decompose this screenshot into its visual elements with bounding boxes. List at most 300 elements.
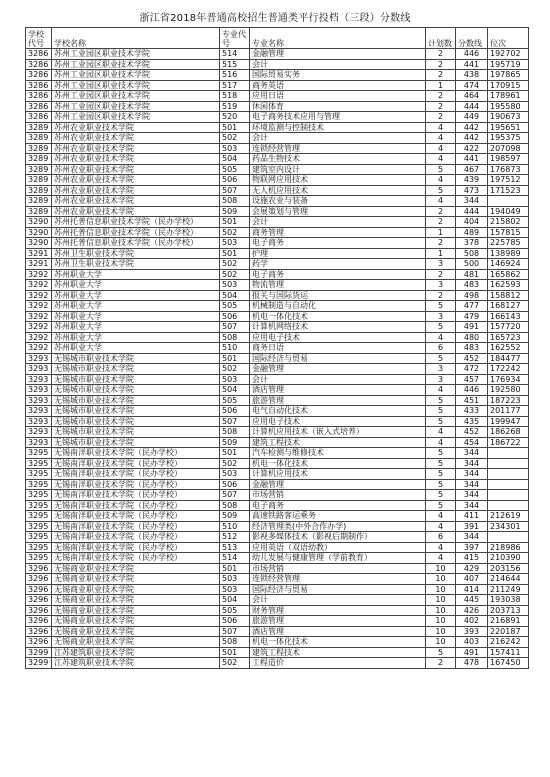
cell-plan: 5 <box>426 406 456 417</box>
cell-score: 442 <box>456 133 488 144</box>
cell-major-name: 机电一体化技术 <box>250 311 426 322</box>
table-row <box>26 101 529 112</box>
cell-rank: 199947 <box>488 416 529 427</box>
table-row <box>26 269 529 280</box>
table-row <box>26 290 529 301</box>
cell-score: 407 <box>456 574 488 585</box>
cell-major-name: 幼儿发展与健康管理（学前教育） <box>250 553 426 564</box>
cell-plan: 5 <box>426 458 456 469</box>
cell-major-code: 502 <box>220 364 250 375</box>
cell-score: 508 <box>456 248 488 259</box>
cell-school-code: 3295 <box>26 521 52 532</box>
cell-plan: 5 <box>426 469 456 480</box>
cell-major-name: 建筑工程技术 <box>250 647 426 658</box>
cell-plan: 5 <box>426 395 456 406</box>
cell-major-name: 工程造价 <box>250 658 426 669</box>
header-rank: 位次 <box>488 28 529 49</box>
cell-score: 441 <box>456 59 488 70</box>
cell-rank: 193038 <box>488 595 529 606</box>
table-row <box>26 637 529 648</box>
cell-score: 445 <box>456 595 488 606</box>
cell-major-name: 市场营销 <box>250 563 426 574</box>
cell-school-name: 苏州工业园区职业技术学院 <box>52 80 220 91</box>
cell-school-code: 3295 <box>26 490 52 501</box>
cell-major-code: 507 <box>220 322 250 333</box>
cell-major-code: 510 <box>220 521 250 532</box>
header-school-code: 学校代号 <box>26 28 52 49</box>
cell-rank: 146924 <box>488 259 529 270</box>
table-row <box>26 164 529 175</box>
cell-score: 452 <box>456 427 488 438</box>
cell-school-code: 3286 <box>26 101 52 112</box>
cell-school-name: 无锡南洋职业技术学院（民办学校） <box>52 448 220 459</box>
cell-school-name: 无锡城市职业技术学院 <box>52 395 220 406</box>
table-row <box>26 385 529 396</box>
cell-rank: 201177 <box>488 406 529 417</box>
cell-school-name: 无锡城市职业技术学院 <box>52 364 220 375</box>
cell-major-code: 503 <box>220 374 250 385</box>
table-row <box>26 532 529 543</box>
cell-school-name: 苏州托普信息职业技术学院（民办学校） <box>52 238 220 249</box>
cell-score: 433 <box>456 406 488 417</box>
cell-rank <box>488 458 529 469</box>
cell-major-code: 505 <box>220 301 250 312</box>
cell-major-code: 506 <box>220 175 250 186</box>
cell-school-code: 3296 <box>26 616 52 627</box>
cell-plan: 2 <box>426 70 456 81</box>
cell-major-code: 514 <box>220 49 250 60</box>
cell-plan: 4 <box>426 427 456 438</box>
table-row <box>26 332 529 343</box>
table-header-row <box>26 28 529 49</box>
cell-school-name: 苏州托普信息职业技术学院（民办学校） <box>52 227 220 238</box>
cell-score: 393 <box>456 626 488 637</box>
cell-plan: 5 <box>426 322 456 333</box>
table-row <box>26 311 529 322</box>
cell-school-name: 苏州工业园区职业技术学院 <box>52 101 220 112</box>
header-school-name: 学校名称 <box>52 28 220 49</box>
cell-major-name: 会计 <box>250 133 426 144</box>
table-row <box>26 416 529 427</box>
cell-school-name: 无锡城市职业技术学院 <box>52 353 220 364</box>
table-row <box>26 248 529 259</box>
cell-major-code: 508 <box>220 332 250 343</box>
cell-major-name: 计算机网络技术 <box>250 322 426 333</box>
cell-rank: 187223 <box>488 395 529 406</box>
table-row <box>26 175 529 186</box>
cell-major-name: 酒店管理 <box>250 626 426 637</box>
cell-plan: 2 <box>426 217 456 228</box>
cell-score: 479 <box>456 311 488 322</box>
cell-school-name: 苏州工业园区职业技术学院 <box>52 70 220 81</box>
cell-plan: 4 <box>426 553 456 564</box>
cell-plan: 5 <box>426 448 456 459</box>
cell-school-name: 无锡南洋职业技术学院（民办学校） <box>52 458 220 469</box>
cell-school-code: 3299 <box>26 658 52 669</box>
cell-score: 491 <box>456 647 488 658</box>
cell-major-name: 电子商务 <box>250 269 426 280</box>
cell-rank <box>488 448 529 459</box>
cell-school-name: 无锡南洋职业技术学院（民办学校） <box>52 490 220 501</box>
cell-major-code: 503 <box>220 469 250 480</box>
cell-school-code: 3292 <box>26 343 52 354</box>
cell-major-code: 501 <box>220 353 250 364</box>
cell-major-code: 508 <box>220 196 250 207</box>
table-row <box>26 595 529 606</box>
table-row <box>26 563 529 574</box>
table-row <box>26 70 529 81</box>
table-row <box>26 406 529 417</box>
cell-score: 438 <box>456 70 488 81</box>
cell-major-name: 应用电子技术 <box>250 416 426 427</box>
cell-plan: 4 <box>426 175 456 186</box>
table-row <box>26 542 529 553</box>
cell-score: 480 <box>456 332 488 343</box>
score-table <box>25 27 529 669</box>
cell-rank: 170915 <box>488 80 529 91</box>
cell-score: 449 <box>456 112 488 123</box>
cell-school-name: 苏州卫生职业技术学院 <box>52 248 220 259</box>
cell-plan: 10 <box>426 637 456 648</box>
cell-major-name: 应用电子技术 <box>250 332 426 343</box>
cell-plan: 5 <box>426 353 456 364</box>
cell-plan: 10 <box>426 626 456 637</box>
cell-score: 474 <box>456 80 488 91</box>
cell-school-name: 无锡南洋职业技术学院（民办学校） <box>52 511 220 522</box>
cell-school-name: 无锡商业职业技术学院 <box>52 584 220 595</box>
table-row <box>26 322 529 333</box>
cell-school-code: 3292 <box>26 290 52 301</box>
table-row <box>26 584 529 595</box>
cell-score: 481 <box>456 269 488 280</box>
cell-rank: 210390 <box>488 553 529 564</box>
cell-school-name: 无锡南洋职业技术学院（民办学校） <box>52 521 220 532</box>
cell-major-code: 502 <box>220 658 250 669</box>
cell-school-name: 无锡商业职业技术学院 <box>52 626 220 637</box>
cell-major-code: 506 <box>220 479 250 490</box>
cell-score: 467 <box>456 164 488 175</box>
cell-school-name: 苏州工业园区职业技术学院 <box>52 112 220 123</box>
table-row <box>26 364 529 375</box>
cell-school-code: 3296 <box>26 626 52 637</box>
cell-school-code: 3295 <box>26 469 52 480</box>
cell-major-code: 501 <box>220 448 250 459</box>
cell-major-name: 报关与国际货运 <box>250 290 426 301</box>
cell-score: 483 <box>456 280 488 291</box>
cell-school-name: 无锡城市职业技术学院 <box>52 385 220 396</box>
cell-major-code: 518 <box>220 91 250 102</box>
cell-major-code: 502 <box>220 227 250 238</box>
cell-rank: 186268 <box>488 427 529 438</box>
cell-major-code: 507 <box>220 490 250 501</box>
cell-rank: 184477 <box>488 353 529 364</box>
table-row <box>26 437 529 448</box>
cell-school-code: 3289 <box>26 206 52 217</box>
cell-school-code: 3289 <box>26 154 52 165</box>
cell-rank: 195651 <box>488 122 529 133</box>
cell-score: 444 <box>456 206 488 217</box>
cell-major-code: 509 <box>220 511 250 522</box>
cell-school-code: 3295 <box>26 532 52 543</box>
cell-school-code: 3289 <box>26 175 52 186</box>
cell-rank: 138989 <box>488 248 529 259</box>
cell-plan: 5 <box>426 416 456 427</box>
cell-rank: 216242 <box>488 637 529 648</box>
cell-school-code: 3293 <box>26 385 52 396</box>
cell-school-name: 无锡城市职业技术学院 <box>52 374 220 385</box>
cell-plan: 4 <box>426 511 456 522</box>
cell-major-name: 汽车检测与维修技术 <box>250 448 426 459</box>
cell-school-name: 苏州职业大学 <box>52 290 220 301</box>
table-row <box>26 343 529 354</box>
cell-school-name: 无锡城市职业技术学院 <box>52 406 220 417</box>
cell-rank: 190673 <box>488 112 529 123</box>
cell-major-name: 应用英语（双语幼教） <box>250 542 426 553</box>
cell-plan: 4 <box>426 521 456 532</box>
table-row <box>26 49 529 60</box>
cell-school-name: 苏州职业大学 <box>52 322 220 333</box>
cell-school-name: 苏州职业大学 <box>52 332 220 343</box>
cell-plan: 2 <box>426 658 456 669</box>
cell-school-name: 无锡南洋职业技术学院（民办学校） <box>52 479 220 490</box>
cell-plan: 2 <box>426 269 456 280</box>
cell-plan: 10 <box>426 605 456 616</box>
cell-major-code: 507 <box>220 626 250 637</box>
cell-major-code: 505 <box>220 395 250 406</box>
table-row <box>26 59 529 70</box>
cell-plan: 5 <box>426 479 456 490</box>
table-row <box>26 122 529 133</box>
cell-major-name: 旅游管理 <box>250 616 426 627</box>
cell-school-name: 江苏建筑职业技术学院 <box>52 647 220 658</box>
cell-major-name: 商务日语 <box>250 343 426 354</box>
table-row <box>26 112 529 123</box>
cell-rank: 157815 <box>488 227 529 238</box>
cell-rank: 178961 <box>488 91 529 102</box>
cell-major-code: 506 <box>220 311 250 322</box>
cell-rank: 207098 <box>488 143 529 154</box>
table-row <box>26 521 529 532</box>
cell-school-code: 3296 <box>26 563 52 574</box>
cell-major-code: 508 <box>220 500 250 511</box>
cell-rank: 158812 <box>488 290 529 301</box>
table-row <box>26 217 529 228</box>
table-row <box>26 238 529 249</box>
cell-score: 439 <box>456 175 488 186</box>
cell-major-code: 503 <box>220 280 250 291</box>
cell-score: 444 <box>456 101 488 112</box>
cell-school-name: 苏州农业职业技术学院 <box>52 122 220 133</box>
cell-rank: 197865 <box>488 70 529 81</box>
cell-rank: 168127 <box>488 301 529 312</box>
cell-major-name: 连锁经营管理 <box>250 143 426 154</box>
cell-major-code: 502 <box>220 259 250 270</box>
table-row <box>26 154 529 165</box>
table-row <box>26 605 529 616</box>
cell-plan: 2 <box>426 59 456 70</box>
cell-rank: 212619 <box>488 511 529 522</box>
cell-rank: 172242 <box>488 364 529 375</box>
cell-school-name: 无锡城市职业技术学院 <box>52 427 220 438</box>
cell-major-code: 505 <box>220 164 250 175</box>
cell-major-name: 酒店管理 <box>250 385 426 396</box>
cell-rank: 215802 <box>488 217 529 228</box>
cell-school-name: 苏州工业园区职业技术学院 <box>52 91 220 102</box>
cell-major-name: 电子商务 <box>250 500 426 511</box>
cell-score: 415 <box>456 553 488 564</box>
cell-major-name: 计算机应用技术（嵌入式培养） <box>250 427 426 438</box>
cell-major-code: 506 <box>220 406 250 417</box>
table-row <box>26 395 529 406</box>
cell-plan: 5 <box>426 185 456 196</box>
cell-major-name: 会计 <box>250 595 426 606</box>
cell-plan: 4 <box>426 196 456 207</box>
table-row <box>26 553 529 564</box>
cell-major-code: 512 <box>220 532 250 543</box>
cell-major-name: 药学 <box>250 259 426 270</box>
table-row <box>26 80 529 91</box>
cell-score: 472 <box>456 364 488 375</box>
cell-major-name: 商务英语 <box>250 80 426 91</box>
cell-major-code: 501 <box>220 248 250 259</box>
cell-plan: 3 <box>426 259 456 270</box>
cell-plan: 2 <box>426 101 456 112</box>
cell-rank: 157411 <box>488 647 529 658</box>
cell-rank: 162593 <box>488 280 529 291</box>
cell-school-code: 3295 <box>26 553 52 564</box>
cell-school-name: 苏州职业大学 <box>52 343 220 354</box>
cell-major-code: 502 <box>220 269 250 280</box>
cell-major-code: 503 <box>220 143 250 154</box>
cell-school-name: 江苏建筑职业技术学院 <box>52 658 220 669</box>
cell-plan: 6 <box>426 532 456 543</box>
cell-rank: 165723 <box>488 332 529 343</box>
cell-school-name: 无锡南洋职业技术学院（民办学校） <box>52 500 220 511</box>
cell-plan: 2 <box>426 206 456 217</box>
cell-major-code: 502 <box>220 133 250 144</box>
cell-score: 451 <box>456 395 488 406</box>
table-row <box>26 658 529 669</box>
table-row <box>26 227 529 238</box>
cell-school-name: 苏州卫生职业技术学院 <box>52 259 220 270</box>
cell-score: 411 <box>456 511 488 522</box>
cell-score: 397 <box>456 542 488 553</box>
cell-major-code: 506 <box>220 616 250 627</box>
cell-score: 403 <box>456 637 488 648</box>
cell-major-code: 504 <box>220 595 250 606</box>
cell-major-code: 504 <box>220 290 250 301</box>
cell-plan: 4 <box>426 122 456 133</box>
table-row <box>26 500 529 511</box>
table-row <box>26 301 529 312</box>
cell-plan: 10 <box>426 595 456 606</box>
cell-rank: 176934 <box>488 374 529 385</box>
cell-score: 477 <box>456 301 488 312</box>
cell-school-code: 3289 <box>26 133 52 144</box>
cell-major-code: 504 <box>220 154 250 165</box>
cell-rank: 165862 <box>488 269 529 280</box>
cell-school-code: 3286 <box>26 80 52 91</box>
cell-school-name: 无锡南洋职业技术学院（民办学校） <box>52 553 220 564</box>
cell-major-name: 财务管理 <box>250 605 426 616</box>
cell-score: 483 <box>456 343 488 354</box>
cell-plan: 10 <box>426 584 456 595</box>
cell-major-code: 505 <box>220 605 250 616</box>
cell-major-name: 会计 <box>250 59 426 70</box>
cell-school-code: 3289 <box>26 196 52 207</box>
cell-major-code: 503 <box>220 238 250 249</box>
cell-school-code: 3295 <box>26 542 52 553</box>
table-row <box>26 259 529 270</box>
cell-plan: 10 <box>426 616 456 627</box>
cell-major-code: 520 <box>220 112 250 123</box>
cell-score: 441 <box>456 154 488 165</box>
cell-school-name: 无锡商业职业技术学院 <box>52 616 220 627</box>
cell-score: 344 <box>456 469 488 480</box>
cell-rank: 225785 <box>488 238 529 249</box>
cell-score: 452 <box>456 353 488 364</box>
cell-school-code: 3293 <box>26 353 52 364</box>
cell-school-code: 3293 <box>26 427 52 438</box>
cell-score: 344 <box>456 500 488 511</box>
table-row <box>26 448 529 459</box>
cell-major-name: 机电一体化技术 <box>250 637 426 648</box>
table-row <box>26 185 529 196</box>
cell-major-name: 国际经济与贸易 <box>250 584 426 595</box>
cell-major-code: 513 <box>220 542 250 553</box>
cell-school-name: 苏州工业园区职业技术学院 <box>52 49 220 60</box>
table-row <box>26 458 529 469</box>
cell-major-code: 501 <box>220 563 250 574</box>
table-row <box>26 427 529 438</box>
cell-plan: 2 <box>426 91 456 102</box>
cell-major-name: 旅游管理 <box>250 395 426 406</box>
cell-school-code: 3295 <box>26 500 52 511</box>
cell-major-name: 建筑室内设计 <box>250 164 426 175</box>
cell-school-code: 3295 <box>26 479 52 490</box>
cell-major-name: 护理 <box>250 248 426 259</box>
cell-score: 454 <box>456 437 488 448</box>
cell-school-name: 无锡南洋职业技术学院（民办学校） <box>52 532 220 543</box>
cell-school-code: 3292 <box>26 280 52 291</box>
cell-major-code: 503 <box>220 584 250 595</box>
cell-major-name: 会计 <box>250 374 426 385</box>
cell-school-code: 3289 <box>26 164 52 175</box>
cell-rank: 176873 <box>488 164 529 175</box>
cell-school-name: 苏州农业职业技术学院 <box>52 164 220 175</box>
cell-major-name: 计算机应用技术 <box>250 469 426 480</box>
cell-plan: 3 <box>426 311 456 322</box>
cell-rank <box>488 196 529 207</box>
cell-major-name: 电子商务技术应用与管理 <box>250 112 426 123</box>
header-plan: 计划数 <box>426 28 456 49</box>
cell-school-code: 3295 <box>26 511 52 522</box>
cell-school-code: 3293 <box>26 416 52 427</box>
cell-school-name: 苏州农业职业技术学院 <box>52 206 220 217</box>
cell-plan: 3 <box>426 364 456 375</box>
cell-major-name: 电气自动化技术 <box>250 406 426 417</box>
cell-school-code: 3289 <box>26 143 52 154</box>
cell-school-name: 苏州农业职业技术学院 <box>52 185 220 196</box>
cell-rank <box>488 532 529 543</box>
cell-school-code: 3292 <box>26 301 52 312</box>
table-row <box>26 626 529 637</box>
table-body <box>26 49 529 669</box>
cell-school-code: 3286 <box>26 59 52 70</box>
cell-school-code: 3296 <box>26 584 52 595</box>
cell-plan: 5 <box>426 647 456 658</box>
cell-major-name: 休闲体育 <box>250 101 426 112</box>
